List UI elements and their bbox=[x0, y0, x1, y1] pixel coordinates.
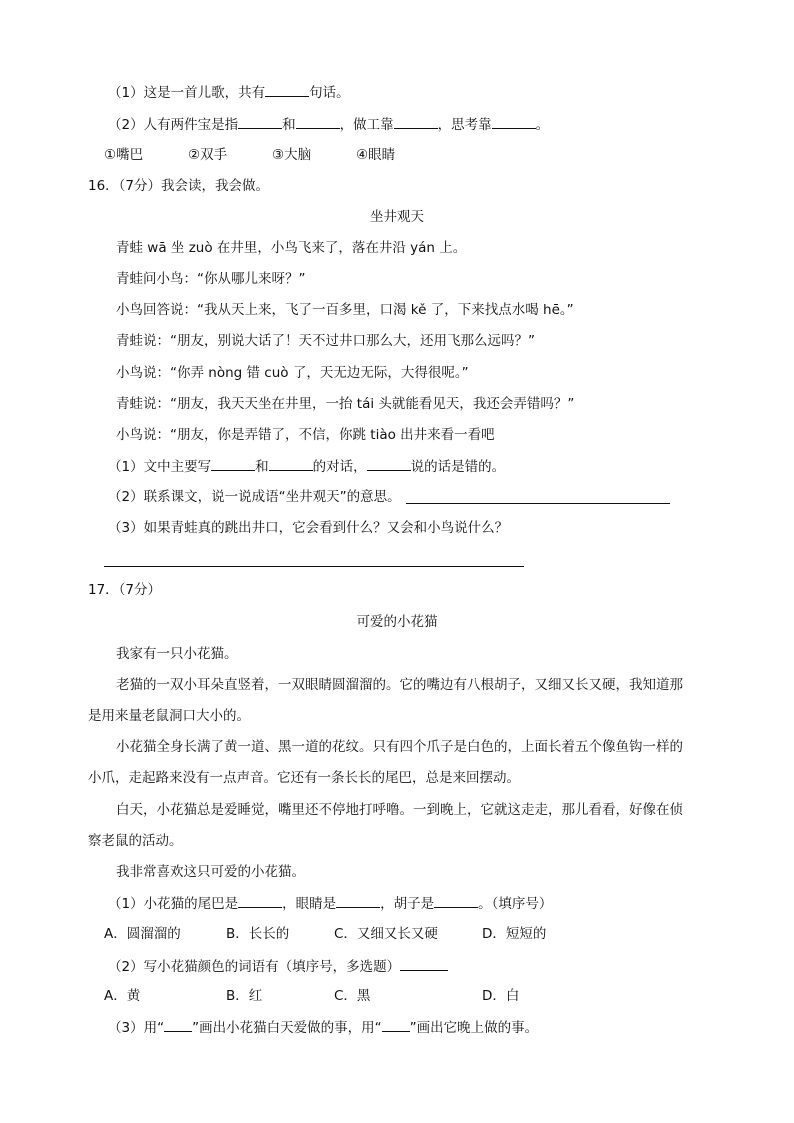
q17-header: 17．（7分） bbox=[88, 582, 162, 598]
q16-sub1-blank-1[interactable] bbox=[211, 456, 255, 471]
q17-sub3 bbox=[108, 1017, 538, 1038]
q15-sub2-text-c: ，做工靠 bbox=[339, 117, 394, 133]
q16-sub3: （3）如果青蛙真的跳出井口，它会看到什么？又会和小鸟说什么？ bbox=[108, 520, 509, 536]
q17-sub1-text-c: ，胡子是 bbox=[380, 896, 435, 912]
q17-paragraph-3-line-1: 小花猫全身长满了黄一道、黑一道的花纹。只有四个爪子是白色的，上面长着五个像鱼钩一样的 bbox=[116, 739, 683, 755]
q16-header: 16．（7分）我会读，我会做。 bbox=[88, 178, 270, 194]
q16-line-2: 青蛙问小鸟：“你从哪儿来呀？” bbox=[116, 271, 306, 287]
q17-sub3-text-b: ”画出小花猫白天爱做的事，用“ bbox=[192, 1020, 382, 1036]
q15-sub2-blank-3[interactable] bbox=[394, 114, 438, 129]
q17-passage-title: 可爱的小花猫 bbox=[356, 614, 438, 630]
q15-sub1-text-end: 句话。 bbox=[309, 85, 350, 101]
q17-paragraph-4-line-2: 察老鼠的活动。 bbox=[88, 833, 183, 849]
q15-option-1: ①嘴巴 bbox=[104, 147, 144, 163]
q16-line-7: 小鸟说：“朋友，你是弄错了，不信，你跳 tiào 出井来看一看吧 bbox=[116, 427, 495, 443]
q16-sub1-text-a: （1）文中主要写 bbox=[108, 459, 212, 475]
q17-sub2-option-d: D．白 bbox=[482, 988, 520, 1004]
q17-sub2-text: （2）写小花猫颜色的词语有（填序号，多选题） bbox=[108, 959, 401, 975]
q15-sub2-blank-4[interactable] bbox=[492, 114, 536, 129]
q17-paragraph-4-line-1: 白天，小花猫总是爱睡觉，嘴里还不停地打呼噜。一到晚上，它就这走走，那儿看看，好像在侦 bbox=[116, 802, 683, 818]
q16-sub1-blank-2[interactable] bbox=[269, 456, 313, 471]
q16-sub2: （2）联系课文，说一说成语“坐井观天”的意思。 bbox=[108, 489, 401, 505]
q16-line-6: 青蛙说：“朋友，我天天坐在井里，一抬 tái 头就能看见天，我还会弄错吗？” bbox=[116, 396, 575, 412]
q16-passage-title: 坐井观天 bbox=[370, 209, 424, 225]
q16-sub1-blank-3[interactable] bbox=[367, 456, 411, 471]
q15-sub2 bbox=[108, 114, 549, 135]
q15-sub1-text: （1）这是一首儿歌，共有 bbox=[108, 85, 266, 101]
q16-sub3-answer-line[interactable] bbox=[104, 566, 524, 567]
q17-paragraph-2-line-2: 是用来量老鼠洞口大小的。 bbox=[88, 708, 250, 724]
q17-sub3-text-a: （3）用“ bbox=[108, 1020, 165, 1036]
q15-sub1-blank[interactable] bbox=[265, 82, 309, 97]
q17-sub1-text-b: ，眼睛是 bbox=[282, 896, 337, 912]
q17-sub1-blank-1[interactable] bbox=[238, 893, 282, 908]
q16-sub1-text-b: 和 bbox=[255, 459, 269, 475]
q17-sub1-blank-2[interactable] bbox=[336, 893, 380, 908]
q17-sub1-option-c: C．又细又长又硬 bbox=[334, 926, 438, 942]
q17-sub2-blank[interactable] bbox=[400, 956, 448, 971]
q15-sub2-text-b: 和 bbox=[282, 117, 296, 133]
q15-sub1 bbox=[108, 82, 350, 103]
q17-sub1-option-d: D．短短的 bbox=[482, 926, 547, 942]
q17-paragraph-5: 我非常喜欢这只可爱的小花猫。 bbox=[116, 864, 305, 880]
q17-paragraph-2-line-1: 老猫的一双小耳朵直竖着，一双眼睛圆溜溜的。它的嘴边有八根胡子，又细又长又硬，我知道那 bbox=[116, 677, 683, 693]
q16-sub1-text-d: 说的话是错的。 bbox=[410, 459, 506, 475]
q17-sub1-text-d: 。（填序号） bbox=[478, 896, 553, 912]
q15-sub2-text-a: （2）人有两件宝是指 bbox=[108, 117, 239, 133]
q16-line-3: 小鸟回答说：“我从天上来，飞了一百多里，口渴 kě 了，下来找点水喝 hē。” bbox=[116, 302, 574, 318]
q17-sub1 bbox=[108, 893, 552, 914]
q15-option-3: ③大脑 bbox=[272, 147, 312, 163]
q16-sub2-answer-line[interactable] bbox=[406, 503, 670, 504]
q17-sub1-text-a: （1）小花猫的尾巴是 bbox=[108, 896, 239, 912]
q17-sub1-option-a: A．圆溜溜的 bbox=[104, 926, 181, 942]
q16-line-4: 青蛙说：“朋友，别说大话了！天不过井口那么大，还用飞那么远吗？” bbox=[116, 333, 535, 349]
q16-line-5: 小鸟说：“你弄 nòng 错 cuò 了，天无边无际，大得很呢。” bbox=[116, 365, 469, 381]
q15-sub2-text-e: 。 bbox=[535, 117, 550, 133]
q15-option-4: ④眼睛 bbox=[356, 147, 396, 163]
q16-sub1 bbox=[108, 456, 505, 477]
q15-sub2-blank-2[interactable] bbox=[296, 114, 340, 129]
q17-paragraph-3-line-2: 小爪，走起路来没有一点声音。它还有一条长长的尾巴，总是来回摆动。 bbox=[88, 770, 520, 786]
q15-sub2-text-d: ，思考靠 bbox=[437, 117, 492, 133]
q17-sub3-text-c: ”画出它晚上做的事。 bbox=[409, 1020, 539, 1036]
q17-sub2-option-b: B．红 bbox=[226, 988, 263, 1004]
q17-sub1-option-b: B．长长的 bbox=[226, 926, 290, 942]
q17-sub3-line-sample-1 bbox=[164, 1017, 192, 1032]
q16-line-1: 青蛙 wā 坐 zuò 在井里，小鸟飞来了，落在井沿 yán 上。 bbox=[116, 240, 467, 256]
q17-sub3-line-sample-2 bbox=[382, 1017, 410, 1032]
q16-sub1-text-c: 的对话， bbox=[312, 459, 367, 475]
q17-sub1-blank-3[interactable] bbox=[434, 893, 478, 908]
q17-sub2 bbox=[108, 956, 448, 977]
q17-sub2-option-a: A．黄 bbox=[104, 988, 141, 1004]
q17-paragraph-1: 我家有一只小花猫。 bbox=[116, 646, 238, 662]
q15-option-2: ②双手 bbox=[188, 147, 228, 163]
q17-sub2-option-c: C．黑 bbox=[334, 988, 371, 1004]
q15-sub2-blank-1[interactable] bbox=[238, 114, 282, 129]
